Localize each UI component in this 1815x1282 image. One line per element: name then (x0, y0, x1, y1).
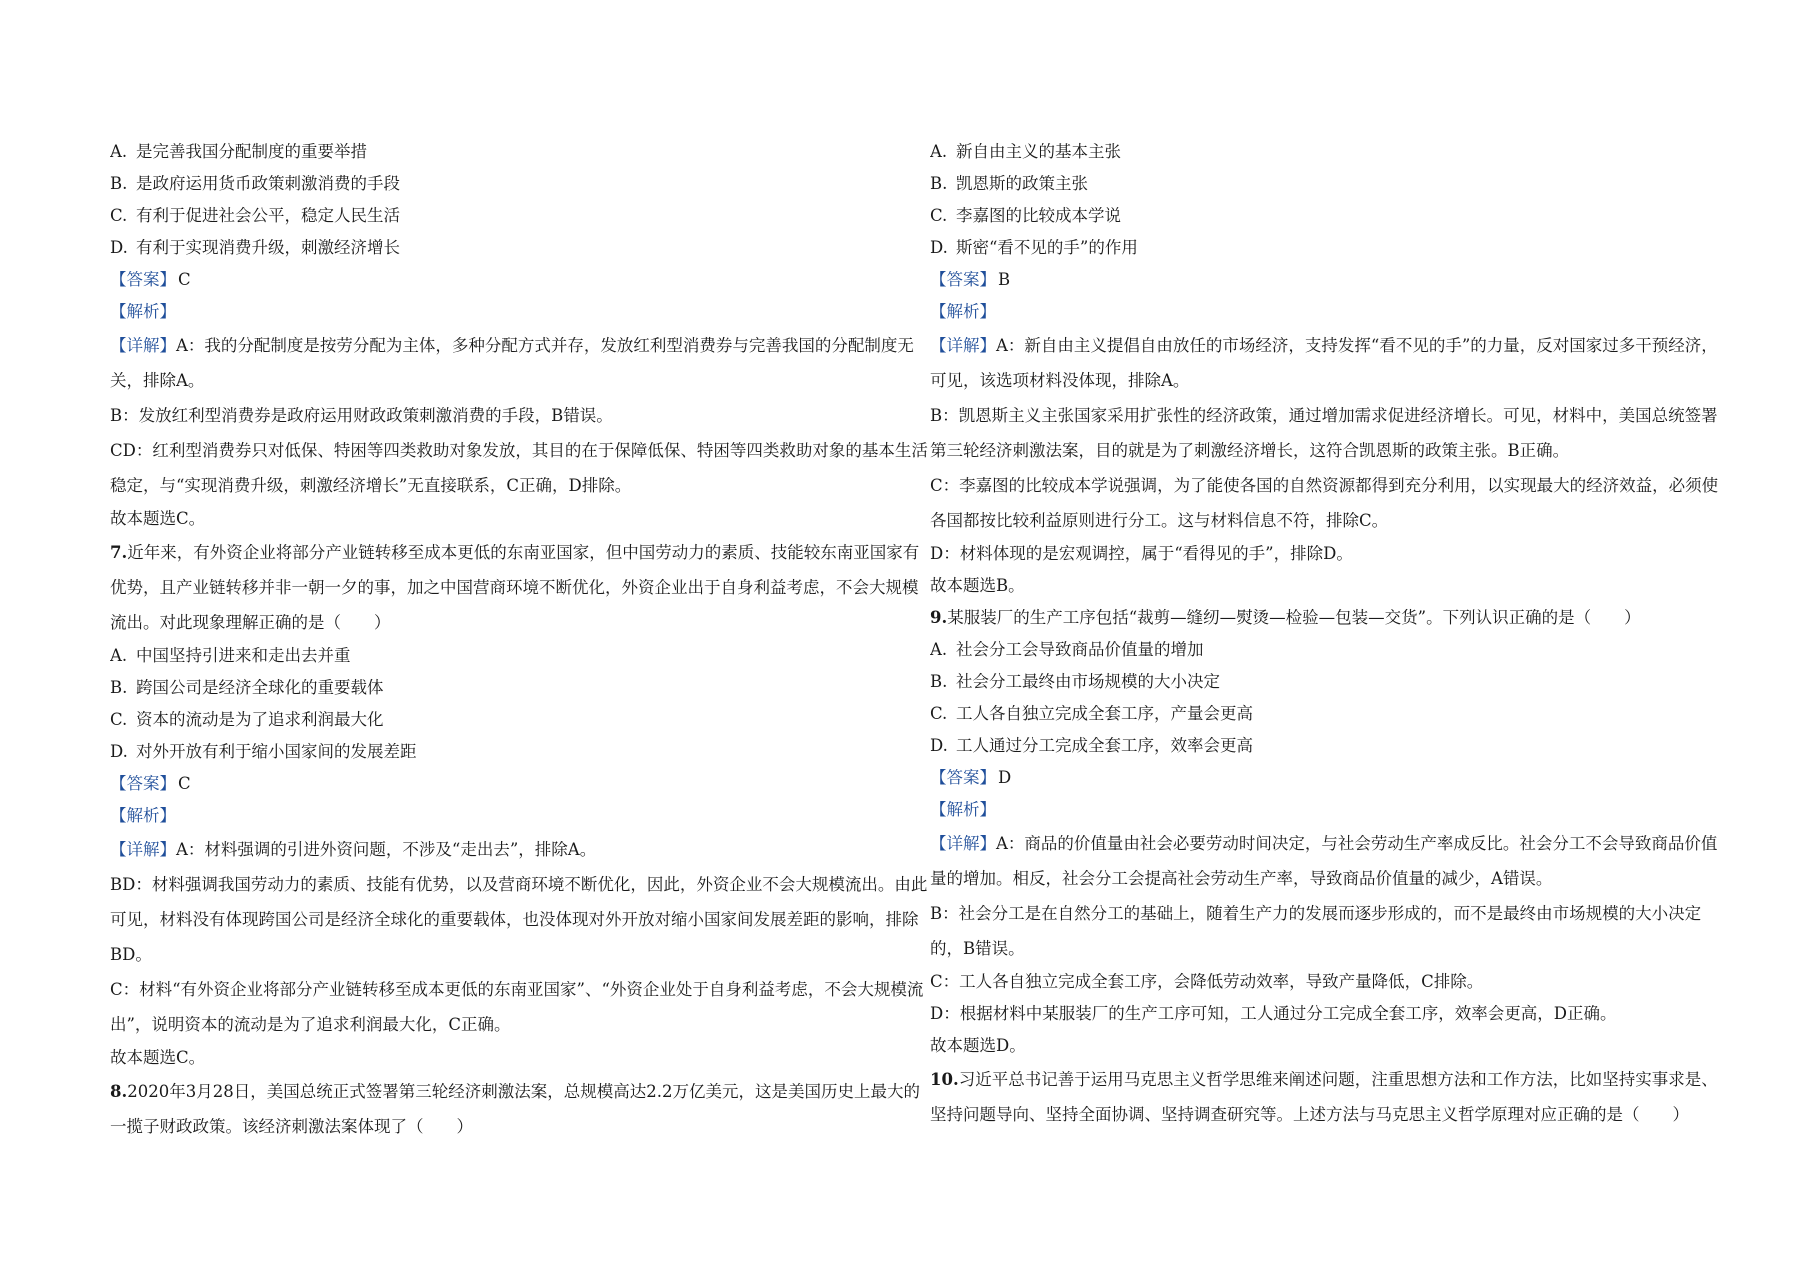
q7-answer: 【答案】 C (110, 774, 191, 793)
q9-analysis-label: 【解析】 (930, 800, 996, 819)
q6-option-b: B. 是政府运用货币政策刺激消费的手段 (110, 174, 400, 193)
q7-detail-1: 【详解】A：材料强调的引进外资问题，不涉及“走出去”，排除A。 (110, 840, 597, 859)
q7-option-d: D. 对外开放有利于缩小国家间的发展差距 (110, 742, 417, 761)
q9-option-c: C. 工人各自独立完成全套工序，产量会更高 (930, 704, 1253, 723)
q6-option-c: C. 有利于促进社会公平，稳定人民生活 (110, 206, 400, 225)
q6-detail-3: CD：红利型消费券只对低保、特困等四类救助对象发放，其目的在于保障低保、特困等四类救助对象的基本生活稳定，与“实现消费升级，刺激经济增长”无直接联系，C正确，D排除。 (110, 441, 928, 495)
q7-stem: 7.近年来，有外资企业将部分产业链转移至成本更低的东南亚国家，但中国劳动力的素质、技能较东南亚国家有优势，且产业链转移并非一朝一夕的事，加之中国营商环境不断优化，外资企业出于自身利益考虑，不会大规模流出。对此现象理解正确的是（ ） (110, 543, 920, 632)
q8-stem: 8.2020年3月28日，美国总统正式签署第三轮经济刺激法案，总规模高达2.2万亿美元，这是美国历史上最大的一揽子财政政策。该经济刺激法案体现了（ ） (110, 1082, 920, 1136)
q8-option-c: C. 李嘉图的比较成本学说 (930, 206, 1121, 225)
q7-conclusion: 故本题选C。 (110, 1048, 206, 1067)
q9-detail-3: C：工人各自独立完成全套工序，会降低劳动效率，导致产量降低，C排除。 (930, 972, 1484, 991)
q7-analysis-label: 【解析】 (110, 806, 176, 825)
q6-option-d: D. 有利于实现消费升级，刺激经济增长 (110, 238, 400, 257)
q7-detail-2: BD：材料强调我国劳动力的素质、技能有优势，以及营商环境不断优化，因此，外资企业不会大规模流出。由此可见，材料没有体现跨国公司是经济全球化的重要载体，也没体现对外开放对缩小国家间发展差距的影响，排除BD。 (110, 875, 928, 964)
q8-analysis-label: 【解析】 (930, 302, 996, 321)
q7-option-c: C. 资本的流动是为了追求利润最大化 (110, 710, 384, 729)
q9-detail-4: D：根据材料中某服装厂的生产工序可知，工人通过分工完成全套工序，效率会更高，D正确。 (930, 1004, 1617, 1023)
q8-answer: 【答案】 B (930, 270, 1011, 289)
left-column (110, 136, 930, 1144)
right-column (930, 136, 1730, 1132)
q6-answer: 【答案】 C (110, 270, 191, 289)
q8-option-a: A. 新自由主义的基本主张 (930, 142, 1121, 161)
q6-detail-1: 【详解】A：我的分配制度是按劳分配为主体，多种分配方式并存，发放红利型消费券与完善我国的分配制度无关，排除A。 (110, 336, 914, 390)
q7-detail-3: C：材料“有外资企业将部分产业链转移至成本更低的东南亚国家”、“外资企业处于自身利益考虑，不会大规模流出”，说明资本的流动是为了追求利润最大化，C正确。 (110, 980, 924, 1034)
q6-conclusion: 故本题选C。 (110, 509, 206, 528)
q6-analysis-label: 【解析】 (110, 302, 176, 321)
q9-answer: 【答案】 D (930, 768, 1012, 787)
q6-option-a: A. 是完善我国分配制度的重要举措 (110, 142, 367, 161)
q10-stem: 10.习近平总书记善于运用马克思主义哲学思维来阐述问题，注重思想方法和工作方法，比如坚持实事求是、坚持问题导向、坚持全面协调、坚持调查研究等。上述方法与马克思主义哲学原理对应正确的是（ ） (930, 1070, 1718, 1124)
q6-detail-2: B：发放红利型消费券是政府运用财政政策刺激消费的手段，B错误。 (110, 406, 613, 425)
q9-detail-1: 【详解】A：商品的价值量由社会必要劳动时间决定，与社会劳动生产率成反比。社会分工不会导致商品价值量的增加。相反，社会分工会提高社会劳动生产率，导致商品价值量的减少，A错误。 (930, 834, 1718, 888)
q8-detail-4: D：材料体现的是宏观调控，属于“看得见的手”，排除D。 (930, 544, 1353, 563)
q9-detail-2: B：社会分工是在自然分工的基础上，随着生产力的发展而逐步形成的，而不是最终由市场规模的大小决定的，B错误。 (930, 904, 1702, 958)
q8-option-b: B. 凯恩斯的政策主张 (930, 174, 1088, 193)
q7-option-a: A. 中国坚持引进来和走出去并重 (110, 646, 351, 665)
q8-detail-2: B：凯恩斯主义主张国家采用扩张性的经济政策，通过增加需求促进经济增长。可见，材料中，美国总统签署第三轮经济刺激法案，目的就是为了刺激经济增长，这符合凯恩斯的政策主张。B正确。 (930, 406, 1718, 460)
q9-option-d: D. 工人通过分工完成全套工序，效率会更高 (930, 736, 1253, 755)
q8-conclusion: 故本题选B。 (930, 576, 1025, 595)
q8-option-d: D. 斯密“看不见的手”的作用 (930, 238, 1138, 257)
q7-option-b: B. 跨国公司是经济全球化的重要载体 (110, 678, 384, 697)
q8-detail-1: 【详解】A：新自由主义提倡自由放任的市场经济，支持发挥“看不见的手”的力量，反对国家过多干预经济，可见，该选项材料没体现，排除A。 (930, 336, 1718, 390)
q9-stem: 9.某服装厂的生产工序包括“裁剪—缝纫—熨烫—检验—包装—交货”。下列认识正确的是（ ） (930, 608, 1641, 627)
q9-option-a: A. 社会分工会导致商品价值量的增加 (930, 640, 1204, 659)
q9-option-b: B. 社会分工最终由市场规模的大小决定 (930, 672, 1220, 691)
q9-conclusion: 故本题选D。 (930, 1036, 1026, 1055)
q8-detail-3: C：李嘉图的比较成本学说强调，为了能使各国的自然资源都得到充分利用，以实现最大的经济效益，必须使各国都按比较利益原则进行分工。这与材料信息不符，排除C。 (930, 476, 1719, 530)
